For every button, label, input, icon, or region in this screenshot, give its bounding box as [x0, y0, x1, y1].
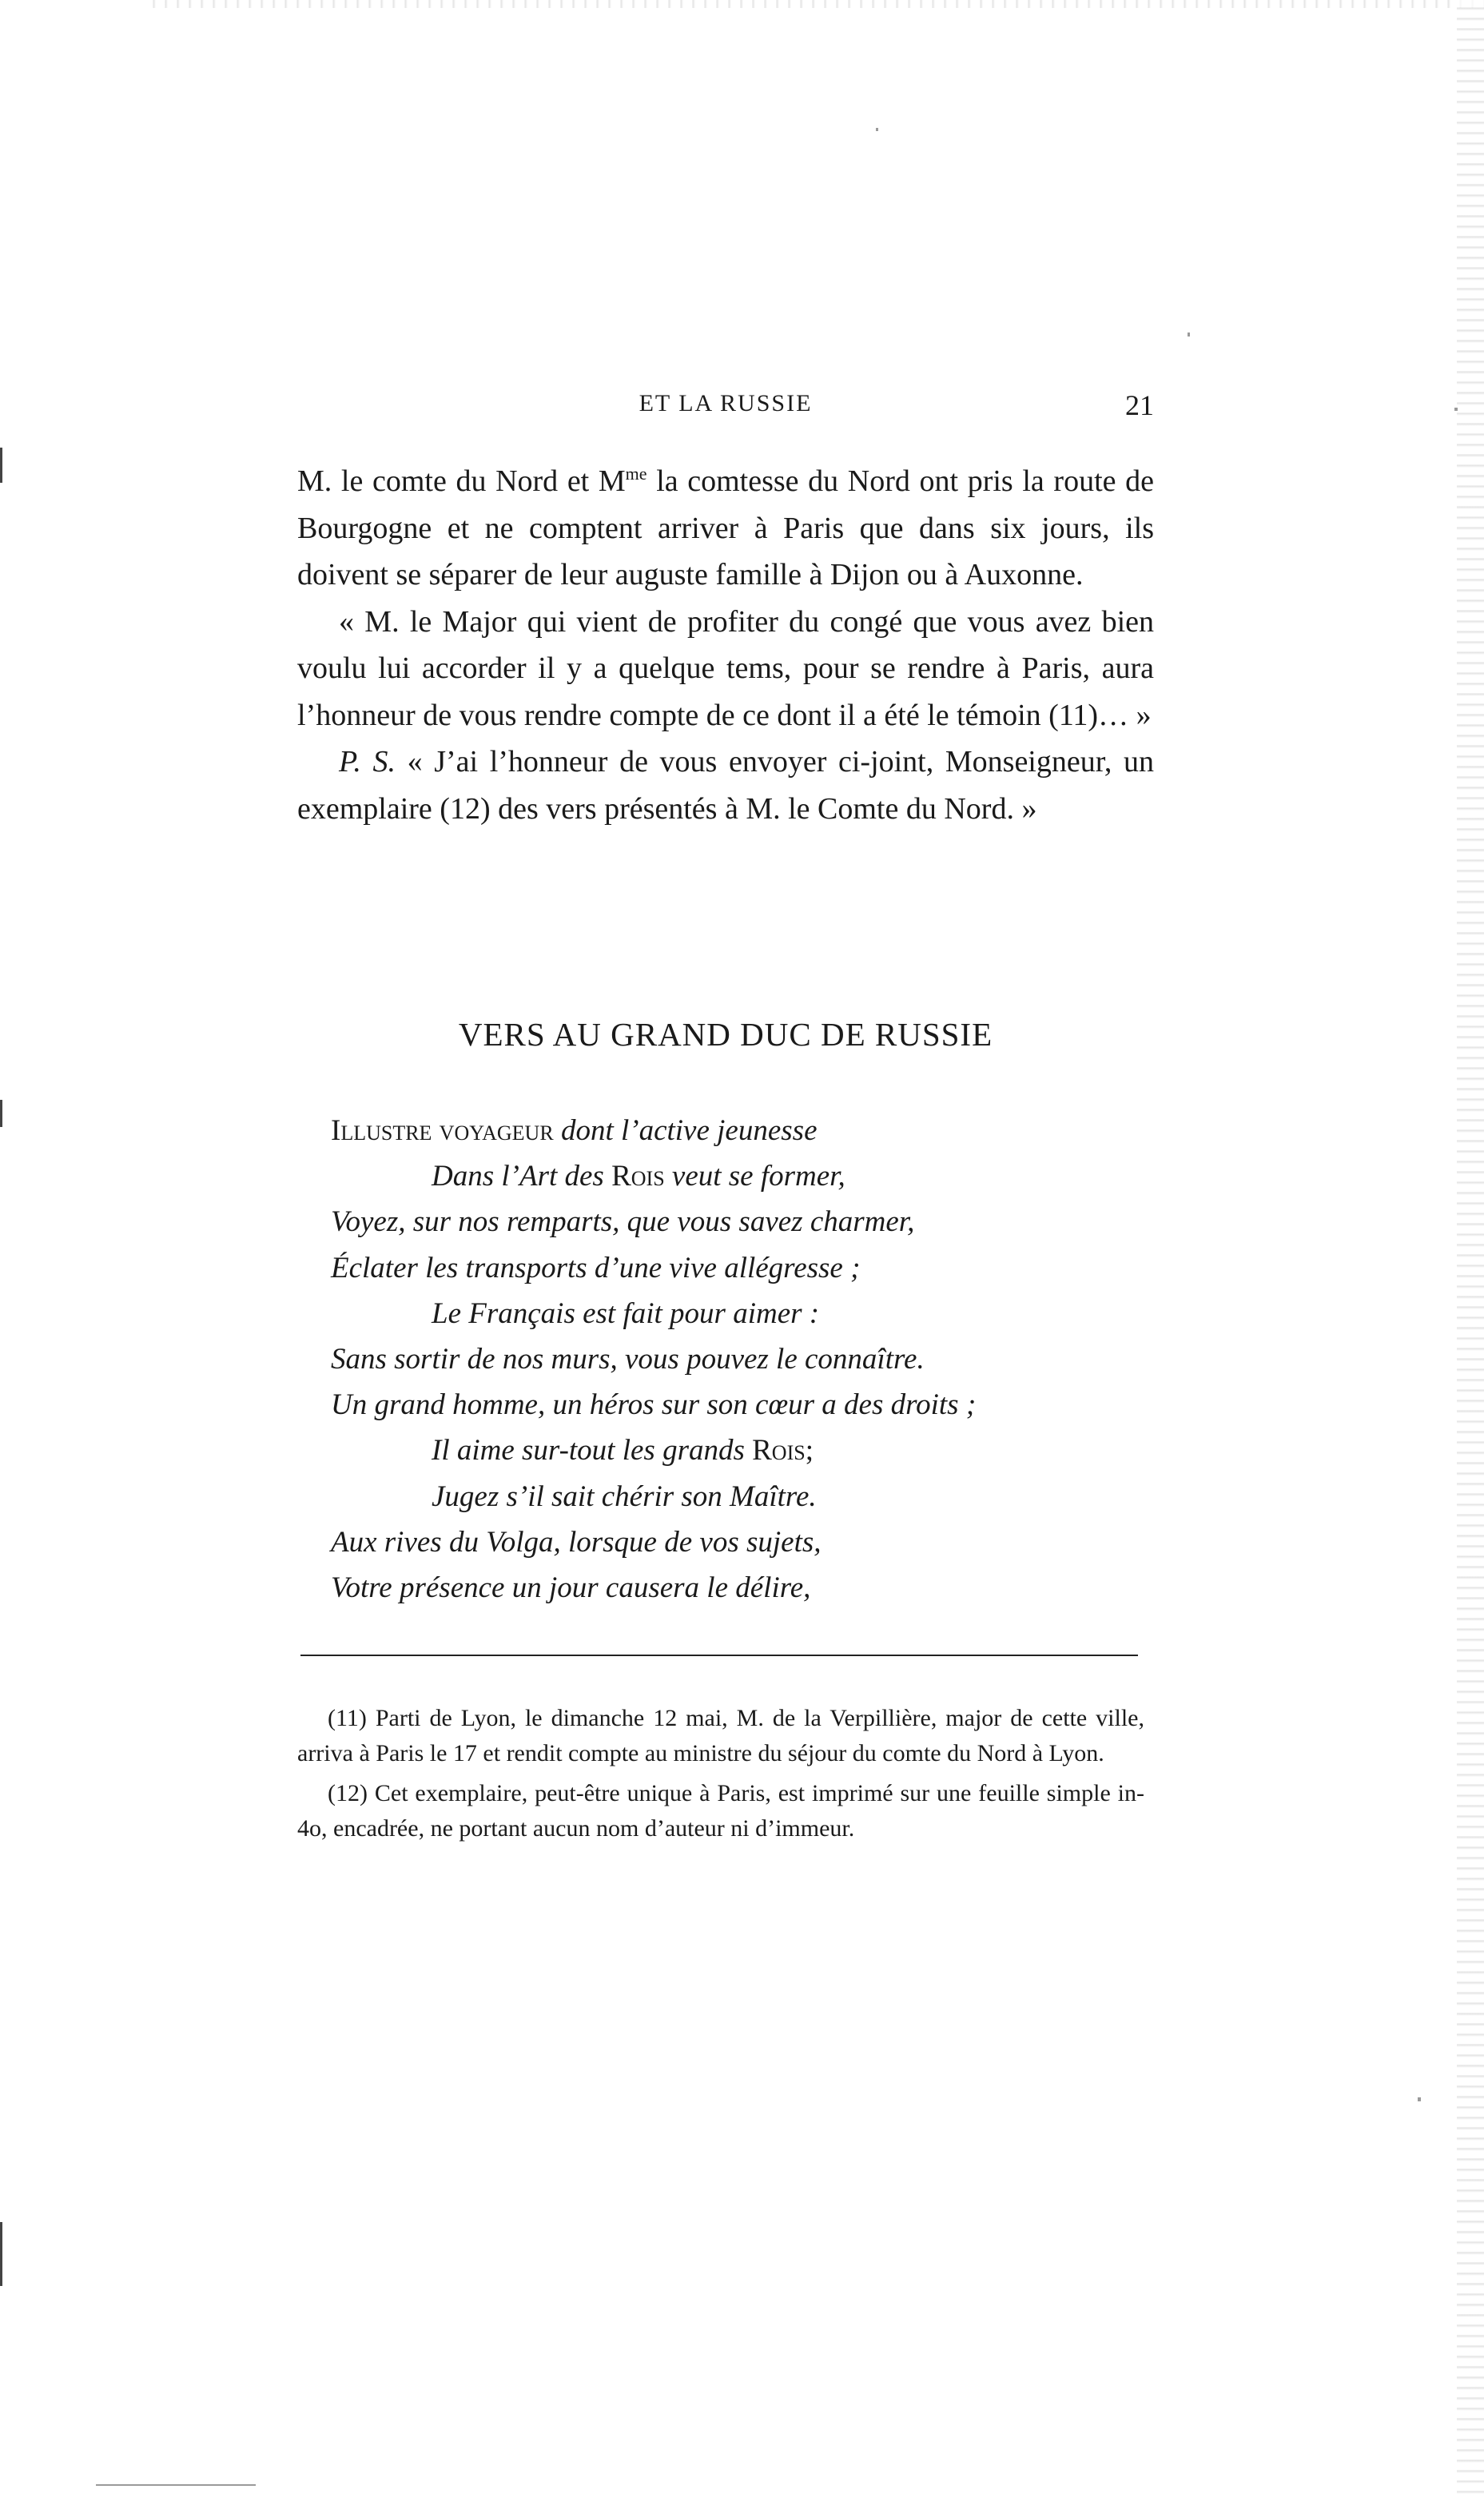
poem-line: Dans l’Art des Rois veut se former, [432, 1160, 845, 1193]
scan-mark-left [0, 2222, 2, 2286]
poem-line: Votre présence un jour causera le délire, [331, 1571, 811, 1605]
poem-line: Un grand homme, un héros sur son cœur a des droits ; [331, 1388, 977, 1422]
poem-line: Aux rives du Volga, lorsque de vos sujets, [331, 1525, 822, 1559]
running-title: ET LA RUSSIE [639, 390, 813, 416]
superscript: me [625, 464, 647, 484]
paragraph-1: M. le comte du Nord et $M^{me}$ la comtesse du Nord ont pris la route de Bourgogne et ne comptent arriver à Paris que dans six jours, ils doivent se séparer de leur auguste famille à Dijon ou à Auxonne. [297, 464, 1154, 591]
poem-line: Jugez s’il sait chérir son Maître. [432, 1479, 817, 1513]
footnote-divider [300, 1655, 1138, 1656]
poem-line: Éclater les transports d’une vive allégresse ; [331, 1251, 861, 1284]
scan-mark-left [0, 1100, 2, 1127]
scan-mark-left [0, 448, 2, 483]
scan-edge-bottom [96, 2484, 256, 2486]
poem-line: Sans sortir de nos murs, vous pouvez le connaître. [331, 1343, 925, 1376]
body-text [297, 451, 1154, 832]
page-number: 21 [1125, 389, 1154, 421]
scan-speck [1418, 2097, 1421, 2101]
poem-line: Voyez, sur nos remparts, que vous savez charmer, [331, 1205, 915, 1239]
paragraph-3: P. S. « J’ai l’honneur de vous envoyer ci-joint, Monseigneur, un exemplaire (12) des vers présentés à M. le Comte du Nord. » [297, 745, 1154, 826]
postscript-label: P. S. [339, 745, 396, 779]
poem-line: Il aime sur-tout les grands Rois; [432, 1434, 814, 1468]
scan-speck [1454, 408, 1458, 411]
poem-line: Le Français est fait pour aimer : [432, 1296, 820, 1330]
paragraph-2: « M. le Major qui vient de profiter du congé que vous avez bien voulu lui accorder il y a quelque tems, pour se rendre à Paris, aura l’honneur de vous rendre compte de ce dont il a été le témoin (11)… » [297, 604, 1154, 732]
scan-speck [876, 128, 878, 131]
poem-line: Illustre voyageur dont l’active jeunesse [331, 1114, 818, 1147]
page-header [297, 390, 1154, 430]
footnote-11: (11) Parti de Lyon, le dimanche 12 mai, M. de la Verpillière, major de cette ville, arriva à Paris le 17 et rendit compte au ministre du séjour du comte du Nord à Lyon. [297, 1705, 1144, 1766]
poem [331, 1108, 1130, 1611]
scan-edge-right [1457, 0, 1484, 2501]
scan-edge-top [144, 0, 1484, 8]
footnotes [297, 1701, 1144, 1851]
poem-title: VERS AU GRAND DUC DE RUSSIE [458, 1016, 993, 1053]
scan-speck [1188, 333, 1190, 337]
footnote-12: (12) Cet exemplaire, peut-être unique à Paris, est imprimé sur une feuille simple in-4o, encadrée, ne portant aucun nom d’auteur ni d’immeur. [297, 1780, 1144, 1842]
